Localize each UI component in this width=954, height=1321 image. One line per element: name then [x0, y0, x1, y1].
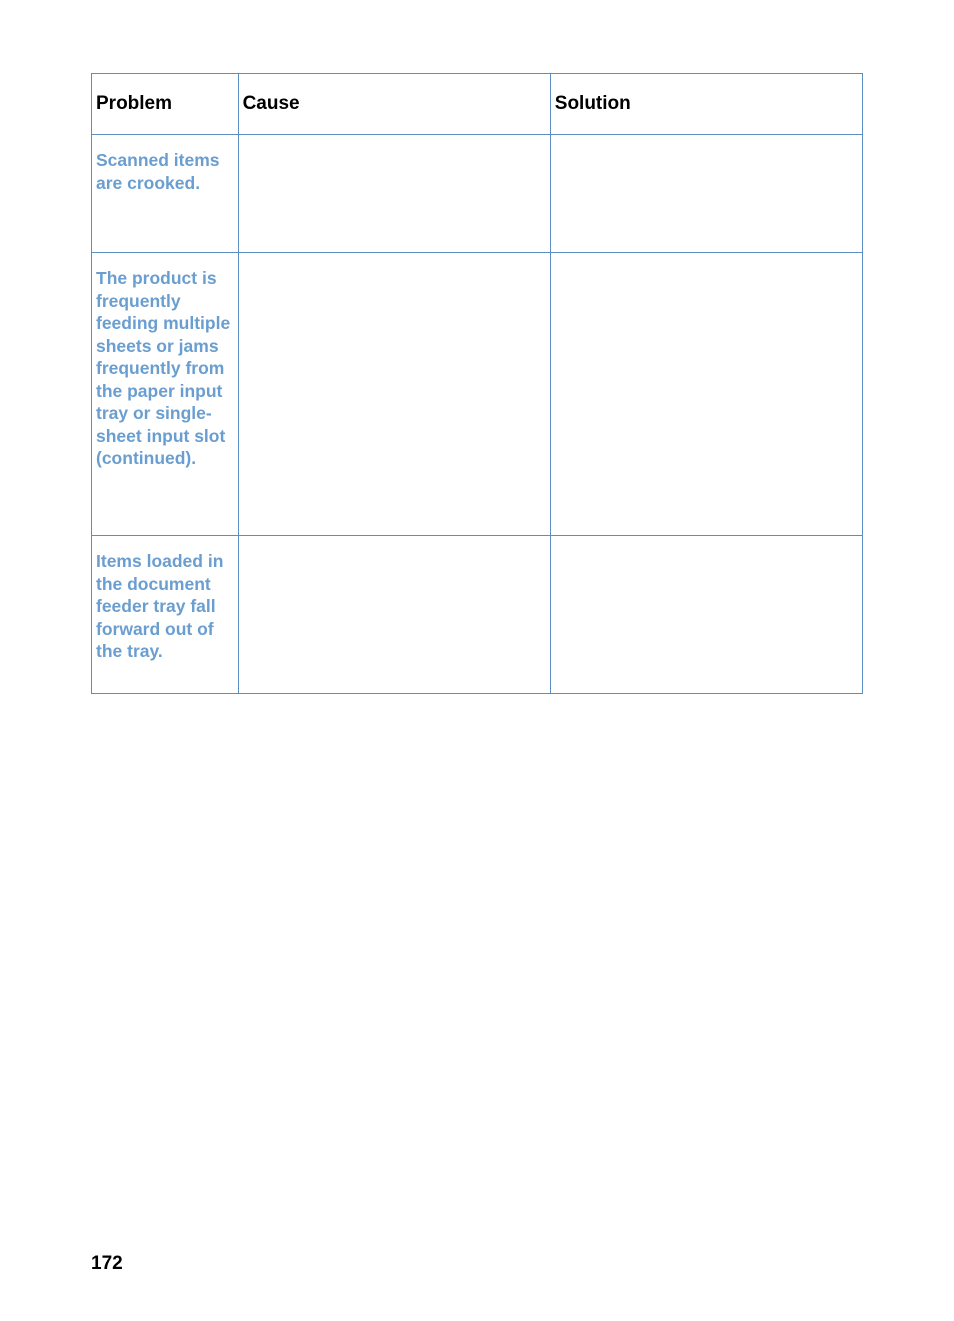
header-solution-label: Solution	[554, 93, 631, 114]
header-cause	[238, 74, 550, 135]
header-problem-label: Problem	[96, 93, 173, 114]
problem-cell	[92, 253, 239, 536]
troubleshooting-table	[91, 73, 863, 694]
table-row	[92, 253, 863, 536]
problem-text: Items loaded in the document feeder tray fall forward out of the tray.	[96, 551, 224, 661]
problem-cell	[92, 135, 239, 253]
table-header-row	[92, 74, 863, 135]
page-number: 172	[91, 1253, 123, 1274]
cause-cell	[238, 135, 550, 253]
problem-text: The product is frequently feeding multiple sheets or jams frequently from the paper input tray or single-sheet input slot (continued).	[96, 268, 231, 468]
problem-text: Scanned items are crooked.	[96, 150, 220, 193]
solution-cell	[550, 253, 862, 536]
header-problem	[92, 74, 239, 135]
header-cause-label: Cause	[242, 93, 300, 114]
cause-cell	[238, 536, 550, 694]
table-row	[92, 536, 863, 694]
cause-cell	[238, 253, 550, 536]
header-solution	[550, 74, 862, 135]
problem-cell	[92, 536, 239, 694]
solution-cell	[550, 536, 862, 694]
solution-cell	[550, 135, 862, 253]
table-row	[92, 135, 863, 253]
